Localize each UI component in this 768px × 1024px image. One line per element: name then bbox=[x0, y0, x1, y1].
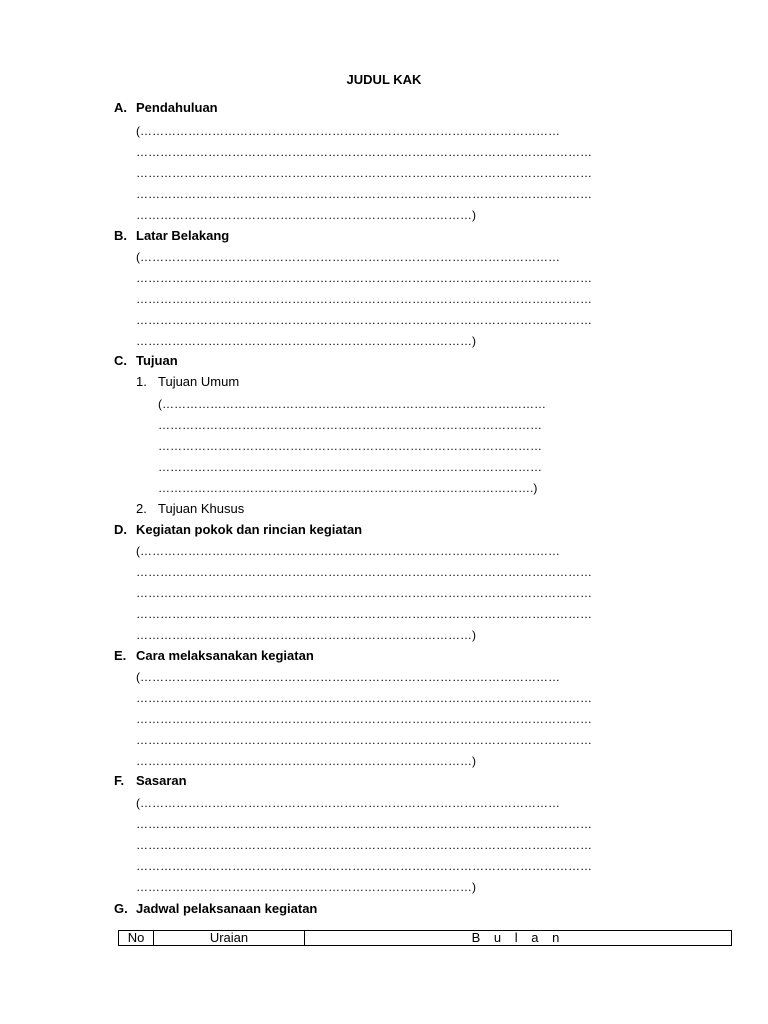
section-heading-c bbox=[114, 353, 178, 369]
placeholder-line: …………………………………………………………………………………………………… bbox=[136, 187, 592, 201]
placeholder-line: …………………………………………………………………………………………………… bbox=[136, 565, 592, 579]
section-letter: A. bbox=[114, 100, 127, 115]
placeholder-line: (…………………………………………………………………………………………… bbox=[136, 796, 560, 810]
subsection-tujuan-khusus bbox=[136, 501, 244, 517]
placeholder-line: …………………………………………………………………………………… bbox=[158, 418, 542, 432]
placeholder-line: (…………………………………………………………………………………………… bbox=[136, 670, 560, 684]
header-uraian: Uraian bbox=[154, 931, 305, 946]
placeholder-line: ………………………………………………………………………………….) bbox=[158, 481, 538, 495]
header-bulan: B u l a n bbox=[305, 931, 732, 946]
placeholder-line: …………………………………………………………………………………… bbox=[158, 460, 542, 474]
subsection-number: 2. bbox=[136, 501, 147, 516]
placeholder-line: (…………………………………………………………………………………………… bbox=[136, 544, 560, 558]
section-title: Jadwal pelaksanaan kegiatan bbox=[136, 901, 318, 916]
placeholder-line: …………………………………………………………………………………………………… bbox=[136, 712, 592, 726]
section-letter: C. bbox=[114, 353, 127, 368]
section-heading-a bbox=[114, 100, 218, 116]
schedule-table bbox=[118, 930, 732, 946]
section-letter: F. bbox=[114, 773, 125, 788]
section-title: Pendahuluan bbox=[136, 100, 218, 115]
placeholder-line: …………………………………………………………………………………… bbox=[158, 439, 542, 453]
section-letter: B. bbox=[114, 228, 127, 243]
placeholder-line: …………………………………………………………………………) bbox=[136, 880, 476, 894]
section-title: Sasaran bbox=[136, 773, 187, 788]
placeholder-line: …………………………………………………………………………) bbox=[136, 628, 476, 642]
page-title: JUDUL KAK bbox=[346, 72, 422, 87]
placeholder-line: …………………………………………………………………………………………………… bbox=[136, 292, 592, 306]
placeholder-line: …………………………………………………………………………) bbox=[136, 208, 476, 222]
section-heading-e bbox=[114, 648, 314, 664]
placeholder-line: (…………………………………………………………………………………………… bbox=[136, 124, 560, 138]
placeholder-line: …………………………………………………………………………………………………… bbox=[136, 838, 592, 852]
placeholder-line: …………………………………………………………………………………………………… bbox=[136, 733, 592, 747]
placeholder-line: …………………………………………………………………………………………………… bbox=[136, 691, 592, 705]
section-heading-d bbox=[114, 522, 362, 538]
placeholder-line: …………………………………………………………………………………………………… bbox=[136, 586, 592, 600]
section-letter: D. bbox=[114, 522, 127, 537]
section-heading-g bbox=[114, 901, 317, 917]
placeholder-line: …………………………………………………………………………………………………… bbox=[136, 859, 592, 873]
placeholder-line: …………………………………………………………………………………………………… bbox=[136, 166, 592, 180]
subsection-title: Tujuan Khusus bbox=[158, 501, 245, 516]
placeholder-line: …………………………………………………………………………) bbox=[136, 334, 476, 348]
section-title: Tujuan bbox=[136, 353, 178, 368]
section-letter: G. bbox=[114, 901, 128, 916]
section-title: Latar Belakang bbox=[136, 228, 230, 243]
placeholder-line: …………………………………………………………………………………………………… bbox=[136, 607, 592, 621]
section-letter: E. bbox=[114, 648, 127, 663]
section-heading-b bbox=[114, 228, 229, 244]
placeholder-line: …………………………………………………………………………) bbox=[136, 754, 476, 768]
section-heading-f bbox=[114, 773, 187, 789]
subsection-number: 1. bbox=[136, 374, 147, 389]
placeholder-line: (…………………………………………………………………………………… bbox=[158, 397, 546, 411]
placeholder-line: …………………………………………………………………………………………………… bbox=[136, 271, 592, 285]
subsection-title: Tujuan Umum bbox=[158, 374, 240, 389]
section-title: Kegiatan pokok dan rincian kegiatan bbox=[136, 522, 363, 537]
placeholder-line: …………………………………………………………………………………………………… bbox=[136, 145, 592, 159]
placeholder-line: (…………………………………………………………………………………………… bbox=[136, 250, 560, 264]
placeholder-line: …………………………………………………………………………………………………… bbox=[136, 313, 592, 327]
table-header-row bbox=[119, 931, 732, 946]
placeholder-line: …………………………………………………………………………………………………… bbox=[136, 817, 592, 831]
subsection-tujuan-umum bbox=[136, 374, 239, 390]
section-title: Cara melaksanakan kegiatan bbox=[136, 648, 314, 663]
header-no: No bbox=[119, 931, 154, 946]
